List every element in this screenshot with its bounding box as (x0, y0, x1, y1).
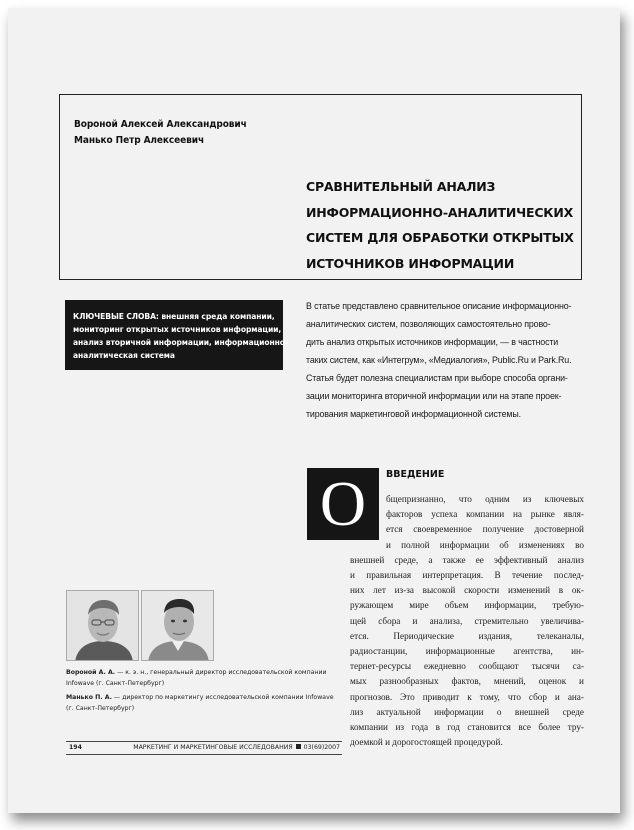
keywords-line: КЛЮЧЕВЫЕ СЛОВА: внешняя среда компании, (73, 312, 275, 321)
body-word: агентства, (513, 646, 553, 657)
body-word: лет (373, 585, 386, 596)
body-word: мире (409, 600, 429, 611)
author-photo-manko (141, 590, 214, 661)
body-line (350, 674, 584, 689)
body-word: компании (350, 722, 388, 733)
document-page (8, 8, 620, 813)
body-word: бщепризнанно, (386, 494, 446, 504)
body-line (350, 720, 584, 735)
body-word: анализ (557, 554, 584, 565)
body-word: среде (562, 706, 584, 717)
body-word: эффективный (494, 554, 548, 565)
body-word: также (442, 554, 466, 565)
caption-text: — к. э. н., генеральный директор исследовательской компании (115, 669, 327, 676)
body-word: анализа, (429, 615, 463, 626)
caption-name: Манько П. А. (66, 694, 112, 701)
caption-text: (г. Санкт-Петербург) (66, 705, 135, 712)
body-word: оценок (538, 676, 567, 687)
journal-line (133, 742, 340, 753)
body-word: ана- (567, 691, 584, 702)
title-line: ИНФОРМАЦИОННО-АНАЛИТИЧЕСКИХ (306, 204, 574, 220)
body-line (350, 659, 584, 674)
author-caption (66, 667, 346, 689)
body-word: полной (401, 539, 430, 550)
body-line (350, 629, 584, 644)
body-word: из-за (394, 585, 414, 596)
body-word: скорости (464, 585, 500, 596)
body-word: правильная (366, 570, 412, 581)
body-word: щей (350, 615, 367, 626)
body-word: актуальной (376, 706, 421, 717)
body-word: лиз (350, 706, 364, 717)
body-word: на (512, 509, 522, 520)
body-line (350, 598, 584, 613)
keywords-line: мониторинг открытых источников информации, (73, 325, 282, 334)
body-word: и (386, 539, 391, 550)
body-word: достоверной (534, 524, 584, 535)
body-word: сбора (378, 615, 401, 626)
body-word: ежедневно (424, 661, 466, 672)
body-word: к (467, 691, 472, 702)
body-word: более (538, 722, 561, 733)
body-word: что (458, 494, 472, 504)
issue-number: 03(69)2007 (303, 744, 340, 751)
body-word: и (350, 570, 355, 581)
body-word: тысячи (531, 661, 560, 672)
body-line (350, 644, 584, 659)
body-word: разнообразных (379, 676, 439, 687)
body-line (350, 583, 584, 598)
keywords-line: аналитическая система (73, 351, 175, 360)
body-line (350, 614, 584, 629)
body-word: все (518, 722, 531, 733)
body-word: приводит (422, 691, 460, 702)
body-word: радиостанции, (350, 646, 408, 657)
body-word: из (395, 722, 404, 733)
body-word: са- (572, 661, 584, 672)
journal-name: МАРКЕТИНГ И МАРКЕТИНГОВЫЕ ИССЛЕДОВАНИЯ (133, 744, 293, 751)
page-footer (66, 741, 342, 755)
body-word: информации (434, 706, 484, 717)
body-word: тернет-ресурсы (350, 661, 412, 672)
caption-text: Infowave (г. Санкт-Петербург) (66, 680, 165, 687)
body-word: год (447, 722, 460, 733)
body-word: высокой (422, 585, 456, 596)
body-word: мых (350, 676, 367, 687)
body-word: в (558, 585, 564, 596)
body-word: фактов, (451, 676, 481, 687)
body-word: сообщают (478, 661, 519, 672)
body-text (350, 492, 584, 750)
drop-cap: О (307, 468, 379, 540)
body-line (350, 568, 584, 583)
body-word: информационные (425, 646, 495, 657)
body-word: ется (386, 524, 403, 535)
body-line: доемкой и дорогостоящей процедурой. (350, 737, 503, 748)
body-word: среде, (394, 554, 419, 565)
body-word: своевременное (413, 524, 472, 535)
body-word: из (522, 494, 532, 504)
caption-name: Вороной А. А. (66, 669, 116, 676)
body-word: получение (482, 524, 524, 535)
caption-text: — директор по маркетингу исследовательской компании Infowave (111, 694, 334, 701)
title-line: ИСТОЧНИКОВ ИНФОРМАЦИИ (306, 255, 515, 271)
body-word: изменений (507, 585, 550, 596)
body-word: ин- (571, 646, 584, 657)
section-heading: ВВЕДЕНИЕ (386, 469, 445, 480)
body-word: успеха (431, 509, 458, 520)
body-word: ок- (571, 585, 584, 596)
body-line (386, 507, 584, 522)
body-word: требую- (552, 600, 584, 611)
body-word: об (499, 539, 509, 550)
keywords-box (65, 300, 288, 370)
body-word: ружающем (350, 600, 394, 611)
body-word: становится (467, 722, 511, 733)
abstract-line: Статья будет полезна специалистам при выборе способа органи- (306, 373, 568, 383)
square-bullet-icon (296, 744, 301, 749)
body-word: а (428, 554, 433, 565)
body-line (386, 538, 584, 553)
body-word: рынке (530, 509, 555, 520)
author-caption (66, 692, 346, 714)
authors-block (74, 117, 247, 149)
body-line (350, 690, 584, 705)
body-word: во (575, 539, 584, 550)
abstract-line: зации мониторинга вторичной информации или на этапе проек- (306, 391, 562, 401)
body-word: и (554, 691, 560, 702)
abstract-line: тирования маркетинговой информационной системы. (306, 409, 521, 419)
body-word: в (435, 722, 440, 733)
body-word: явля- (563, 509, 584, 520)
body-word: Это (400, 691, 415, 702)
body-word: Периодические (393, 630, 455, 641)
body-line (350, 705, 584, 720)
abstract-line: дить анализ открытых источников информации, — в частности (306, 337, 559, 347)
body-word: изменениях (518, 539, 565, 550)
body-word: мнений, (493, 676, 526, 687)
body-word: факторов (386, 509, 423, 520)
article-title (306, 174, 576, 276)
body-word: увеличива- (540, 615, 584, 626)
abstract-line: аналитических систем, позволяющих самостоятельно прово- (306, 319, 551, 329)
author-name: Вороной Алексей Александрович (74, 119, 247, 130)
title-line: СИСТЕМ ДЛЯ ОБРАБОТКИ ОТКРЫТЫХ (306, 230, 574, 245)
body-word: издания, (478, 630, 513, 641)
body-word: В (494, 570, 501, 581)
body-word: внешней (350, 554, 385, 565)
body-line (386, 492, 584, 507)
body-line (386, 522, 584, 537)
abstract (306, 297, 588, 423)
body-word: одним (485, 494, 510, 504)
body-word: объем (444, 600, 469, 611)
body-word: о (496, 706, 502, 717)
body-word: интерпретация. (422, 570, 484, 581)
body-word: послед- (553, 570, 584, 581)
body-word: внешней (514, 706, 550, 717)
body-word: телеканалы, (536, 630, 584, 641)
body-word: стремительно (474, 615, 529, 626)
body-word: информации (439, 539, 490, 550)
title-line: СРАВНИТЕЛЬНЫЙ АНАЛИЗ (306, 179, 496, 194)
body-word: сбор (528, 691, 547, 702)
body-word: тру- (567, 722, 584, 733)
body-word: компании (466, 509, 505, 520)
body-word: прогнозов. (350, 691, 393, 702)
body-word: ее (475, 554, 484, 565)
body-word: информации, (484, 600, 537, 611)
body-word: и (579, 676, 584, 687)
body-word: тому, (479, 691, 500, 702)
body-word: и (412, 615, 418, 626)
keywords-line: анализ вторичной информации, информационно- (73, 338, 288, 347)
body-word: течение (512, 570, 543, 581)
abstract-line: В статье представлено сравнительное описание информационно- (306, 301, 572, 311)
body-word: ключевых (544, 494, 584, 504)
body-word: них (350, 585, 365, 596)
page-number: 194 (69, 744, 82, 751)
body-line (350, 553, 584, 568)
body-word: года (411, 722, 429, 733)
abstract-line: таких систем, как «Интегрум», «Медиалогия», Public.Ru и Park.Ru. (306, 355, 572, 365)
body-word: ется. (350, 630, 369, 641)
body-word: что (507, 691, 521, 702)
author-photo-voronoy (66, 590, 139, 661)
author-name: Манько Петр Алексеевич (74, 135, 205, 146)
